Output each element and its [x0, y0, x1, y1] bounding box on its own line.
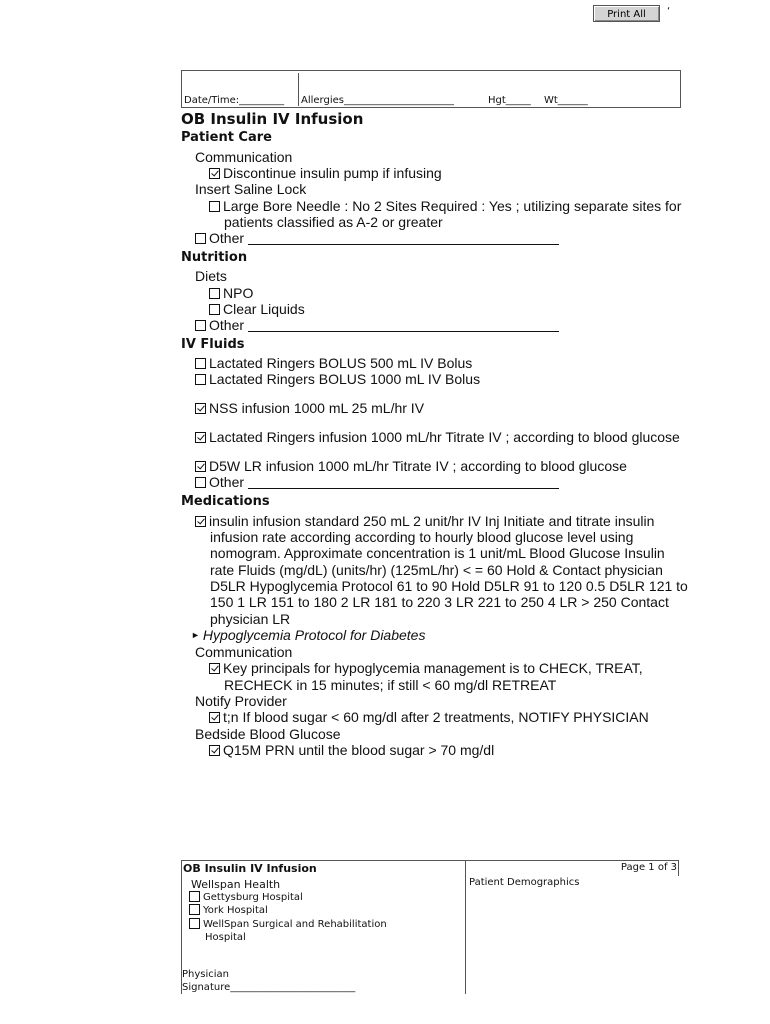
q15m-prn-item[interactable]	[209, 742, 494, 758]
checkbox-checked[interactable]	[195, 461, 206, 472]
checkbox-checked[interactable]	[209, 745, 220, 756]
item-label: Q15M PRN until the blood sugar > 70 mg/dl	[223, 742, 495, 758]
discontinue-insulin-item[interactable]	[209, 165, 442, 181]
item-label: NSS infusion 1000 mL 25 mL/hr IV	[209, 400, 425, 416]
insulin-text-line: rate Fluids (mg/dL) (units/hr) (125mL/hr) < = 60 Hold & Contact physician	[210, 562, 663, 578]
allergies-field[interactable]: Allergies______________________	[301, 95, 454, 106]
checkbox[interactable]	[195, 477, 206, 488]
item-label: t;n If blood sugar < 60 mg/dl after 2 treatments, NOTIFY PHYSICIAN	[223, 709, 649, 725]
other-label: Other	[209, 317, 245, 333]
hypoglycemia-protocol-link[interactable]	[191, 627, 425, 643]
hospital-label: Gettysburg Hospital	[203, 892, 303, 903]
height-field[interactable]: Hgt_____	[488, 95, 531, 106]
item-label: insulin infusion standard 250 mL 2 unit/hr IV Inj Initiate and titrate insulin	[209, 513, 655, 529]
header-box	[181, 70, 681, 108]
page-number: Page 1 of 3	[620, 862, 677, 873]
other-label: Other	[209, 474, 245, 490]
checkbox[interactable]	[195, 320, 206, 331]
gettysburg-hospital-option[interactable]	[189, 891, 303, 903]
item-label: Lactated Ringers BOLUS 1000 mL IV Bolus	[209, 371, 481, 387]
footer-top-border	[181, 860, 679, 861]
checkbox[interactable]	[189, 891, 200, 902]
other-label: Other	[209, 230, 245, 246]
checkbox-checked[interactable]	[209, 663, 220, 674]
other-blank[interactable]	[248, 231, 559, 245]
checkbox-checked[interactable]	[209, 712, 220, 723]
checkbox-checked[interactable]	[195, 403, 206, 414]
weight-field[interactable]: Wt______	[544, 95, 588, 106]
checkbox-checked[interactable]	[195, 432, 206, 443]
footer-title: OB Insulin IV Infusion	[183, 862, 317, 875]
key-principals-cont: RECHECK in 15 minutes; if still < 60 mg/dl RETREAT	[224, 677, 557, 693]
item-label: Lactated Ringers infusion 1000 mL/hr Titrate IV ; according to blood glucose	[209, 429, 680, 445]
patient-care-heading: Patient Care	[181, 130, 272, 145]
hospital-label: York Hospital	[203, 905, 268, 916]
footer-divider	[465, 860, 466, 994]
insulin-text-line: D5LR Hypoglycemia Protocol 61 to 90 Hold D5LR 91 to 120 0.5 D5LR 121 to	[210, 578, 688, 594]
checkbox[interactable]	[189, 918, 200, 929]
organization-name: Wellspan Health	[191, 878, 281, 891]
hospital-label-cont: Hospital	[205, 932, 246, 943]
insulin-infusion-item[interactable]	[195, 513, 654, 529]
order-title: OB Insulin IV Infusion	[181, 110, 364, 128]
checkbox-checked[interactable]	[195, 516, 206, 527]
medications-heading: Medications	[181, 494, 270, 509]
checkbox[interactable]	[195, 374, 206, 385]
item-label: Clear Liquids	[223, 301, 305, 317]
item-label: Discontinue insulin pump if infusing	[223, 165, 442, 181]
wellspan-surgical-option[interactable]	[189, 918, 387, 930]
diets-label: Diets	[195, 268, 227, 284]
notify-provider-label: Notify Provider	[195, 693, 287, 709]
print-all-button[interactable]: Print All	[593, 5, 660, 22]
footer-box	[181, 860, 679, 994]
insulin-text-line: physician LR	[210, 611, 291, 627]
notify-physician-item[interactable]	[209, 709, 649, 725]
item-label: Key principals for hypoglycemia management is to CHECK, TREAT,	[223, 660, 643, 676]
protocol-label: Hypoglycemia Protocol for Diabetes	[202, 627, 426, 643]
iv-fluids-other-item[interactable]	[195, 474, 559, 490]
lr-infusion-item[interactable]	[195, 429, 680, 445]
insulin-text-line: infusion rate according according to hourly blood glucose level using	[210, 529, 634, 545]
item-label: Large Bore Needle : No 2 Sites Required : Yes ; utilizing separate sites for	[223, 198, 682, 214]
checkbox[interactable]	[209, 304, 220, 315]
iv-fluids-heading: IV Fluids	[181, 337, 245, 352]
patient-care-other-item[interactable]	[195, 230, 559, 246]
checkbox[interactable]	[209, 288, 220, 299]
item-label: Lactated Ringers BOLUS 500 mL IV Bolus	[209, 355, 473, 371]
datetime-field[interactable]: Date/Time:_________	[184, 95, 285, 106]
bedside-glucose-label: Bedside Blood Glucose	[195, 726, 341, 742]
lr-bolus-1000-item[interactable]	[195, 371, 480, 387]
checkbox[interactable]	[195, 233, 206, 244]
other-blank[interactable]	[248, 318, 559, 332]
expand-triangle-icon[interactable]: ►	[191, 630, 200, 640]
patient-demographics-label: Patient Demographics	[469, 877, 580, 888]
nss-infusion-item[interactable]	[195, 400, 424, 416]
other-blank[interactable]	[248, 475, 559, 489]
large-bore-needle-cont: patients classified as A-2 or greater	[224, 214, 443, 230]
saline-lock-label: Insert Saline Lock	[195, 181, 307, 197]
hospital-label: WellSpan Surgical and Rehabilitation	[203, 919, 387, 930]
lr-bolus-500-item[interactable]	[195, 355, 472, 371]
insulin-text-line: nomogram. Approximate concentration is 1 unit/mL Blood Glucose Insulin	[210, 545, 665, 561]
d5w-infusion-item[interactable]	[195, 458, 627, 474]
communication-label: Communication	[195, 149, 293, 165]
large-bore-needle-item[interactable]	[209, 198, 681, 214]
physician-label: Physician	[182, 969, 230, 980]
footer-right-border	[678, 860, 679, 876]
signature-field[interactable]: Signature_________________________	[182, 982, 356, 993]
checkbox[interactable]	[195, 358, 206, 369]
clear-liquids-item[interactable]	[209, 301, 305, 317]
insulin-text-line: 150 1 LR 151 to 180 2 LR 181 to 220 3 LR 221 to 250 4 LR > 250 Contact	[210, 594, 669, 610]
toolbar-mark: ‘	[667, 6, 671, 17]
key-principals-item[interactable]	[209, 660, 643, 676]
nutrition-heading: Nutrition	[181, 250, 248, 265]
york-hospital-option[interactable]	[189, 904, 268, 916]
checkbox[interactable]	[189, 904, 200, 915]
header-divider	[298, 73, 299, 106]
item-label: D5W LR infusion 1000 mL/hr Titrate IV ; according to blood glucose	[209, 458, 627, 474]
item-label: NPO	[223, 285, 254, 301]
checkbox-checked[interactable]	[209, 168, 220, 179]
nutrition-other-item[interactable]	[195, 317, 559, 333]
checkbox[interactable]	[209, 201, 220, 212]
npo-item[interactable]	[209, 285, 253, 301]
hypo-communication-label: Communication	[195, 644, 293, 660]
